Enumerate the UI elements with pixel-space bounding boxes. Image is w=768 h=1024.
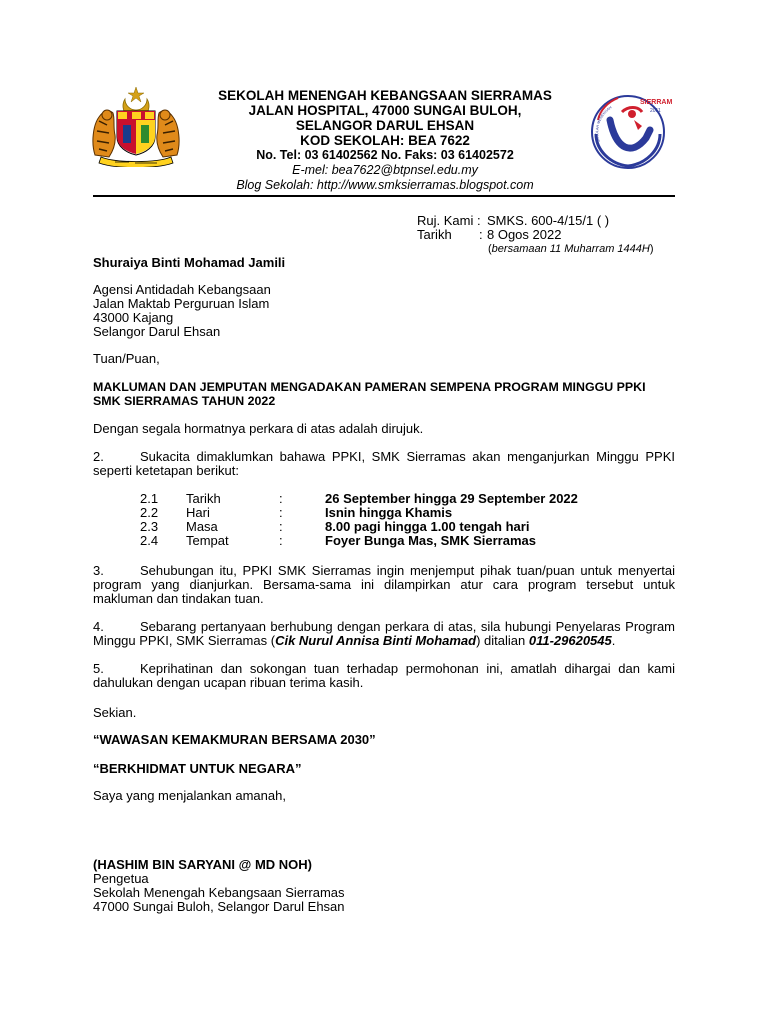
school-blog: Blog Sekolah: http://www.smksierramas.blogspot.com: [236, 178, 534, 192]
detail-row-day: 2.2 Hari : Isnin hingga Khamis: [140, 505, 453, 520]
trust-line: Saya yang menjalankan amanah,: [93, 788, 286, 803]
detail-row-time: 2.3 Masa : 8.00 pagi hingga 1.00 tengah hari: [140, 519, 530, 534]
school-logo-year: 2011: [650, 108, 661, 114]
detail-value-venue: Foyer Bunga Mas, SMK Sierramas: [325, 533, 536, 548]
school-logo-arc-text: SEKOLAH MENENGAH: [595, 105, 613, 143]
paragraph-3-text: Sehubungan itu, PPKI SMK Sierramas ingin menjemput pihak tuan/puan untuk menyertai program yang dianjurkan. Bersama-sama ini dilampirkan atur cara program tersebut untuk makluman dan tindakan tuan.: [93, 563, 675, 606]
paragraph-3-number: 3.: [93, 563, 104, 578]
school-code: KOD SEKOLAH: BEA 7622: [300, 133, 470, 148]
phone-fax: No. Tel: 03 61402562 No. Faks: 03 61402572: [256, 148, 514, 162]
reference-label: Ruj. Kami :: [417, 213, 481, 228]
date-label: Tarikh: [417, 227, 452, 242]
subject-line-2: SMK SIERRAMAS TAHUN 2022: [93, 394, 276, 408]
paragraph-5-text: Keprihatinan dan sokongan tuan terhadap permohonan ini, amatlah dihargai dan kami dahulukan dengan ucapan ribuan terima kasih.: [93, 661, 675, 690]
hijri-date-text: bersamaan 11 Muharram 1444H: [491, 243, 650, 255]
motto-1: “WAWASAN KEMAKMURAN BERSAMA 2030”: [93, 732, 376, 747]
detail-value-date: 26 September hingga 29 September 2022: [325, 491, 578, 506]
recipient-city: 43000 Kajang: [93, 310, 174, 325]
paragraph-3: [93, 564, 675, 606]
paragraph-2-number: 2.: [93, 449, 104, 464]
school-email: E-mel: bea7622@btpnsel.edu.my: [292, 163, 478, 177]
signatory-address: 47000 Sungai Buloh, Selangor Darul Ehsan: [93, 899, 345, 914]
recipient-org: Agensi Antidadah Kebangsaan: [93, 282, 271, 297]
paragraph-1: Dengan segala hormatnya perkara di atas adalah dirujuk.: [93, 421, 424, 436]
date-colon: :: [479, 227, 483, 242]
motto-2: “BERKHIDMAT UNTUK NEGARA”: [93, 761, 302, 776]
detail-value-day: Isnin hingga Khamis: [325, 505, 453, 520]
subject-line-1: MAKLUMAN DAN JEMPUTAN MENGADAKAN PAMERAN SEMPENA PROGRAM MINGGU PPKI: [93, 380, 646, 394]
signatory-school: Sekolah Menengah Kebangsaan Sierramas: [93, 885, 345, 900]
school-logo: [588, 90, 672, 172]
salutation: Tuan/Puan,: [93, 351, 160, 366]
detail-value-time: 8.00 pagi hingga 1.00 tengah hari: [325, 519, 530, 534]
school-address-1: JALAN HOSPITAL, 47000 SUNGAI BULOH,: [248, 103, 522, 118]
hijri-date: (bersamaan 11 Muharram 1444H): [488, 243, 654, 255]
recipient-address: [93, 283, 271, 339]
detail-row-venue: 2.4 Tempat : Foyer Bunga Mas, SMK Sierramas: [140, 533, 536, 548]
reference-value: SMKS. 600-4/15/1 ( ): [487, 213, 610, 228]
signatory-title: Pengetua: [93, 871, 149, 886]
signatory-name: (HASHIM BIN SARYANI @ MD NOH): [93, 857, 312, 872]
recipient-street: Jalan Maktab Perguruan Islam: [93, 296, 270, 311]
date-row: [417, 227, 562, 242]
date-value: 8 Ogos 2022: [487, 227, 562, 242]
paragraph-2: [93, 450, 675, 478]
closing: Sekian.: [93, 705, 137, 720]
header-divider: [93, 195, 675, 197]
school-logo-text: SIERRAM: [640, 99, 672, 106]
recipient-name: Shuraiya Binti Mohamad Jamili: [93, 255, 286, 270]
school-address-2: SELANGOR DARUL EHSAN: [295, 118, 475, 133]
school-name: SEKOLAH MENENGAH KEBANGSAAN SIERRAMAS: [218, 88, 552, 103]
paragraph-4: 4. Sebarang pertanyaan berhubung dengan perkara di atas, sila hubungi Penyelaras Program Minggu PPKI, SMK Sierramas (Cik Nurul Annisa Binti Mohamad) ditalian 011-29620545.: [93, 619, 675, 648]
paragraph-5: [93, 662, 675, 690]
detail-row-date: 2.1 Tarikh : 26 September hingga 29 September 2022: [140, 491, 578, 506]
letterhead: [160, 88, 610, 193]
contact-name: Cik Nurul Annisa Binti Mohamad: [275, 633, 477, 648]
paragraph-4-number: 4.: [93, 619, 104, 634]
paragraph-2-text: Sukacita dimaklumkan bahawa PPKI, SMK Sierramas akan menganjurkan Minggu PPKI seperti ketetapan berikut:: [93, 449, 675, 478]
recipient-state: Selangor Darul Ehsan: [93, 324, 221, 339]
paragraph-5-number: 5.: [93, 661, 104, 676]
reference-row: [417, 213, 610, 228]
signatory-block: [93, 858, 345, 914]
contact-phone: 011-29620545: [528, 633, 612, 648]
